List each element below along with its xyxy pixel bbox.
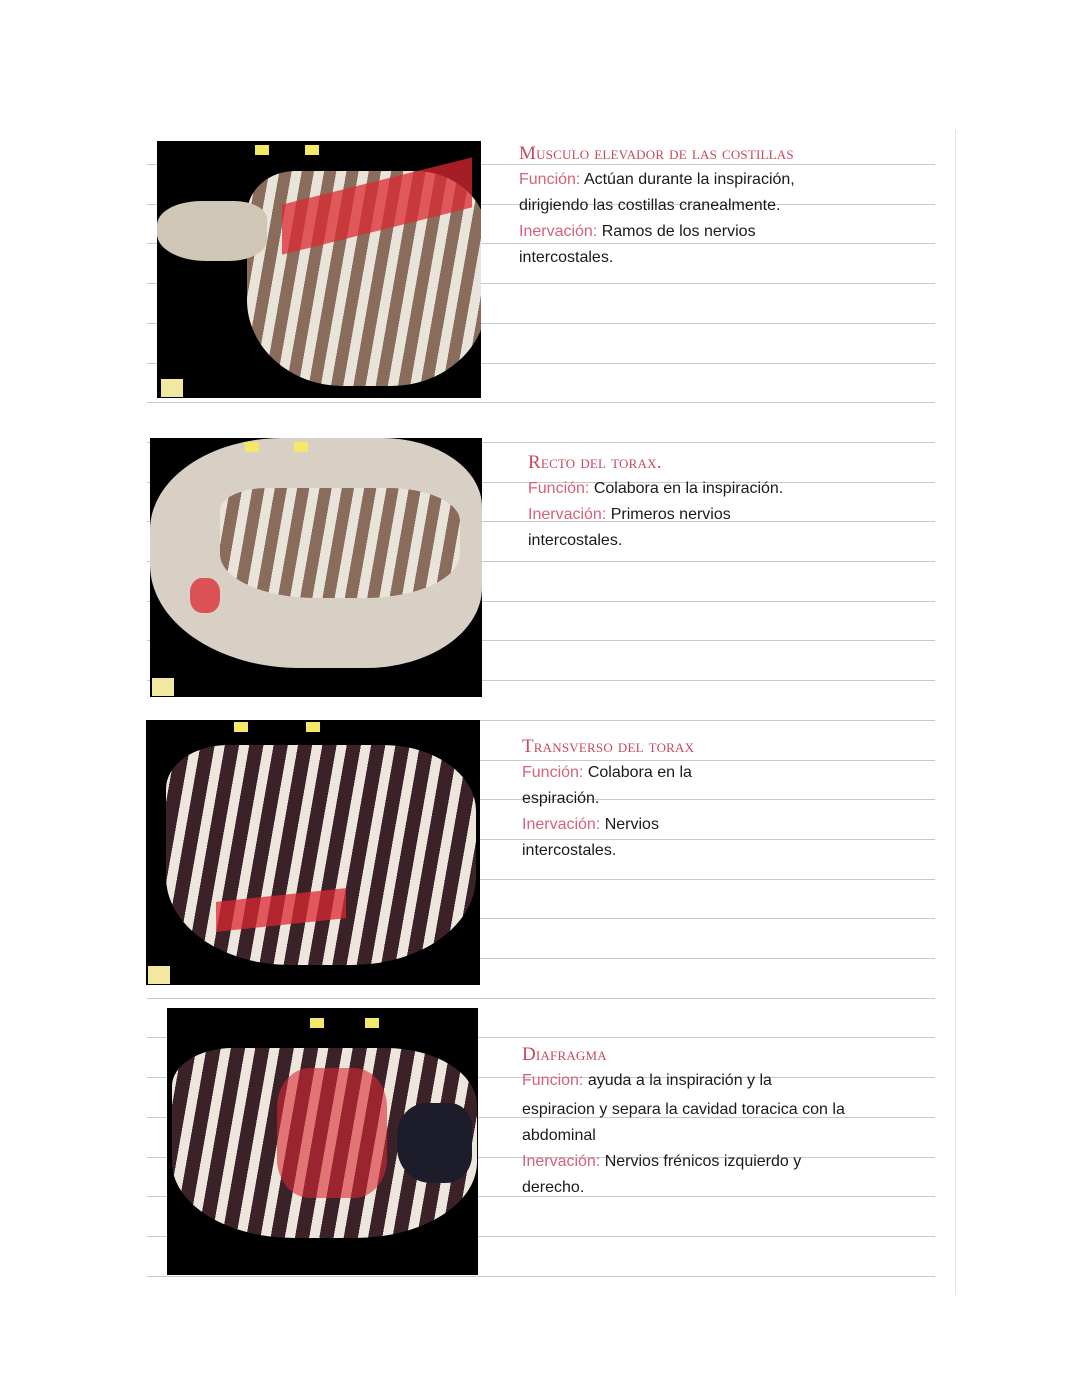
innervation-text: Primeros nervios [610, 506, 731, 523]
anatomy-image-levator-costarum [157, 141, 481, 398]
innervation-text-cont: derecho. [522, 1179, 585, 1196]
innervation-text: Nervios frénicos izquierdo y [604, 1153, 802, 1170]
page-margin-line [955, 130, 956, 1295]
function-label: Función: [522, 764, 584, 781]
anatomy-image-diaphragm [167, 1008, 478, 1275]
function-label: Función: [528, 480, 590, 497]
innervation-text-cont: intercostales. [528, 532, 623, 549]
section-title: Recto del torax. [528, 452, 662, 473]
ruled-line [147, 998, 935, 999]
function-text: Colabora en la [587, 764, 692, 781]
innervation-text: Ramos de los nervios [601, 223, 756, 240]
innervation-label: Inervación: [519, 223, 598, 240]
innervation-label: Inervación: [528, 506, 607, 523]
section-transversus-thoracis [522, 734, 694, 864]
innervation-text-cont: intercostales. [522, 842, 617, 859]
ruled-line [147, 402, 935, 403]
innervation-label: Inervación: [522, 1153, 601, 1170]
section-title: Diafragma [522, 1044, 607, 1065]
function-text-cont: dirigiendo las costillas cranealmente. [519, 197, 781, 214]
section-title: Transverso del torax [522, 736, 695, 757]
function-text-cont: espiracion y separa la cavidad toracica con la [522, 1101, 845, 1118]
section-rectus-thoracis [528, 450, 783, 554]
function-text: ayuda a la inspiración y la [587, 1072, 772, 1089]
section-diaphragm [522, 1042, 845, 1201]
function-text-cont: espiración. [522, 790, 600, 807]
function-label: Función: [519, 171, 581, 188]
innervation-text: Nervios [604, 816, 659, 833]
function-text: Colabora en la inspiración. [593, 480, 784, 497]
section-levator-costarum [519, 141, 795, 271]
anatomy-image-transversus-thoracis [146, 720, 480, 985]
ruled-line [147, 1276, 935, 1277]
innervation-label: Inervación: [522, 816, 601, 833]
section-title: Musculo elevador de las costillas [519, 143, 794, 164]
function-text-cont2: abdominal [522, 1127, 596, 1144]
innervation-text-cont: intercostales. [519, 249, 614, 266]
anatomy-image-rectus-thoracis [150, 438, 482, 697]
function-label: Funcion: [522, 1072, 584, 1089]
function-text: Actúan durante la inspiración, [583, 171, 795, 188]
